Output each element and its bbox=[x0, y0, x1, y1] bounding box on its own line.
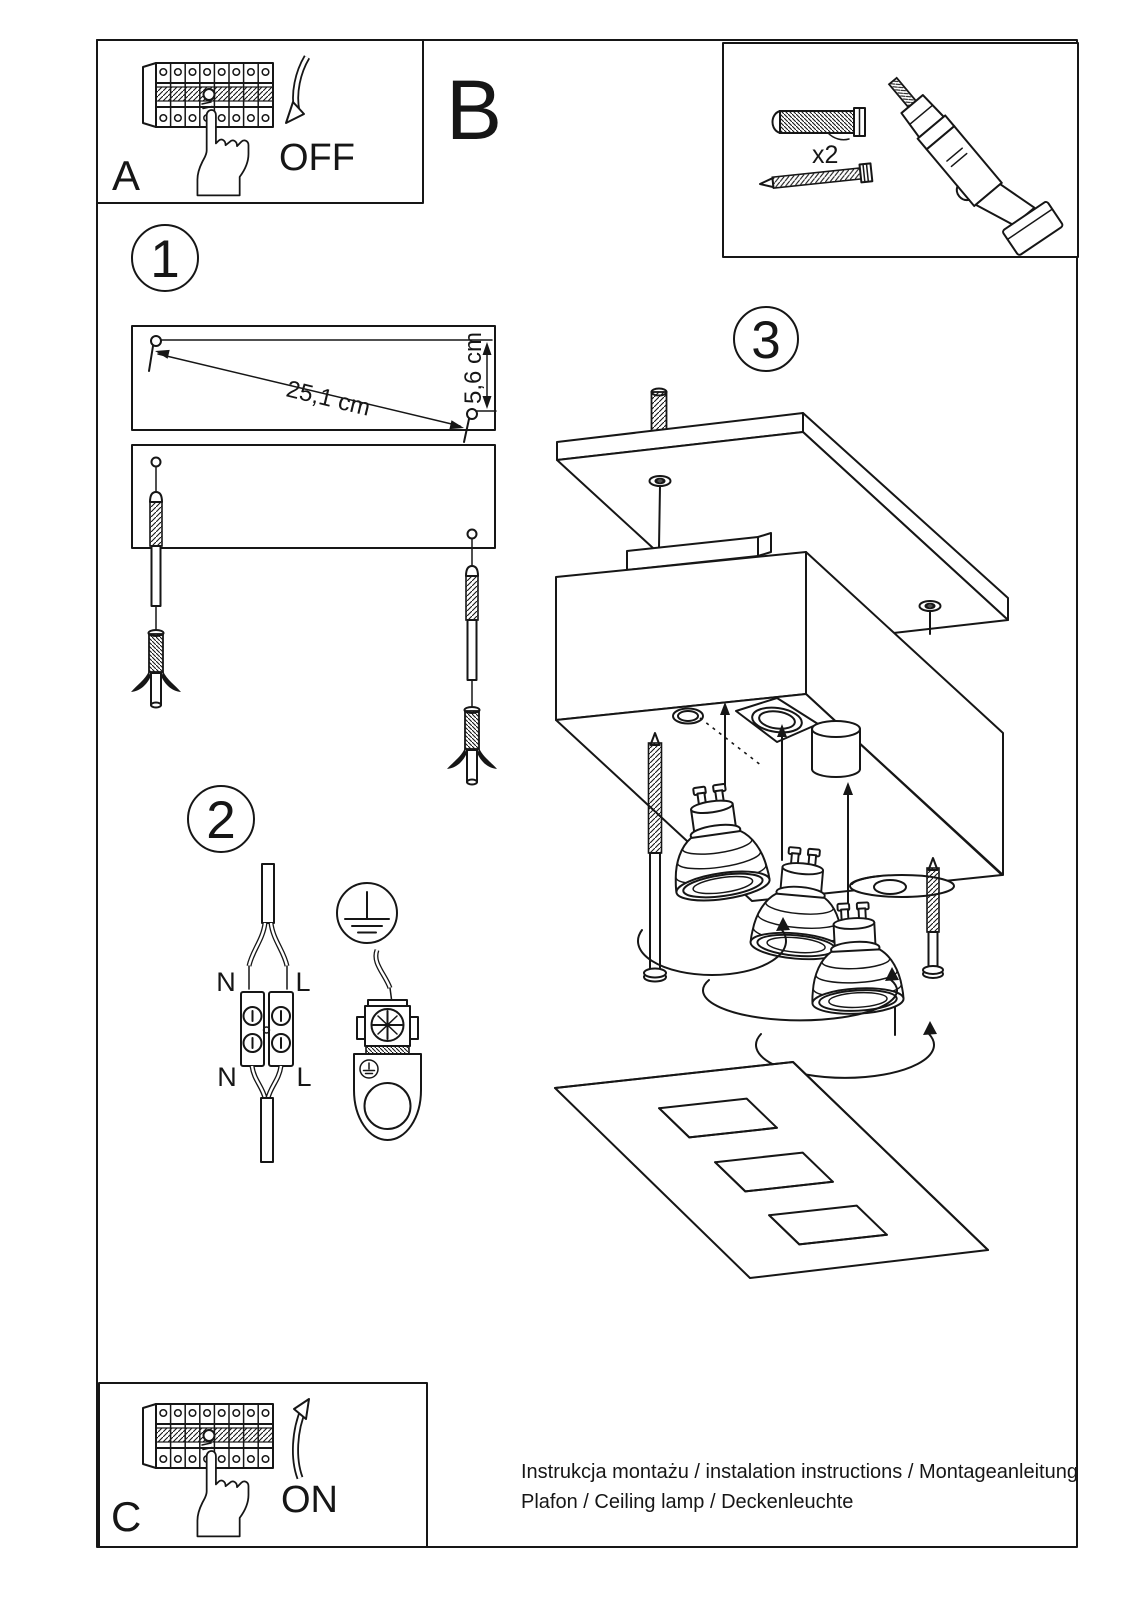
wall-plug-left bbox=[131, 630, 181, 708]
svg-text:5,6 cm: 5,6 cm bbox=[460, 331, 487, 404]
anchor-holes-figure bbox=[131, 445, 497, 785]
step-3 bbox=[555, 307, 1008, 1278]
wire-label-l-bottom: L bbox=[296, 1062, 312, 1092]
ground-symbol-icon bbox=[337, 883, 397, 943]
panel-c bbox=[99, 1383, 427, 1547]
mains-cable-figure bbox=[249, 864, 287, 989]
panel-a bbox=[97, 40, 423, 203]
screw-right bbox=[466, 566, 478, 680]
drilling-template-figure bbox=[132, 326, 496, 442]
gu10-socket-sleeve bbox=[812, 721, 860, 777]
on-label: ON bbox=[281, 1479, 338, 1521]
wire-label-n-top: N bbox=[216, 967, 236, 997]
toolbox bbox=[723, 43, 1078, 265]
svg-text:25,1 cm: 25,1 cm bbox=[283, 375, 373, 422]
footer-title: Instrukcja montażu / instalation instructions / Montageanleitung bbox=[521, 1461, 1078, 1483]
terminal-block-figure bbox=[241, 992, 293, 1162]
wall-plug-right bbox=[447, 707, 497, 785]
step-2-number: 2 bbox=[206, 791, 236, 850]
ground-terminal-figure bbox=[354, 950, 421, 1140]
panel-a-label: A bbox=[112, 152, 141, 199]
step-1 bbox=[131, 225, 497, 785]
wire-label-n-bottom: N bbox=[217, 1062, 237, 1092]
anchor-quantity-label: x2 bbox=[812, 141, 839, 169]
step-1-number: 1 bbox=[150, 230, 180, 289]
footer-subtitle: Plafon / Ceiling lamp / Deckenleuchte bbox=[521, 1491, 854, 1513]
section-label-b: B bbox=[446, 63, 503, 157]
panel-c-label: C bbox=[111, 1493, 142, 1540]
step-2 bbox=[188, 786, 421, 1162]
wire-label-l-top: L bbox=[295, 967, 311, 997]
cover-plate-figure bbox=[555, 1062, 988, 1278]
threaded-stud bbox=[652, 389, 667, 433]
step-3-number: 3 bbox=[751, 311, 781, 370]
off-label: OFF bbox=[279, 137, 355, 179]
screw-left bbox=[150, 492, 162, 606]
